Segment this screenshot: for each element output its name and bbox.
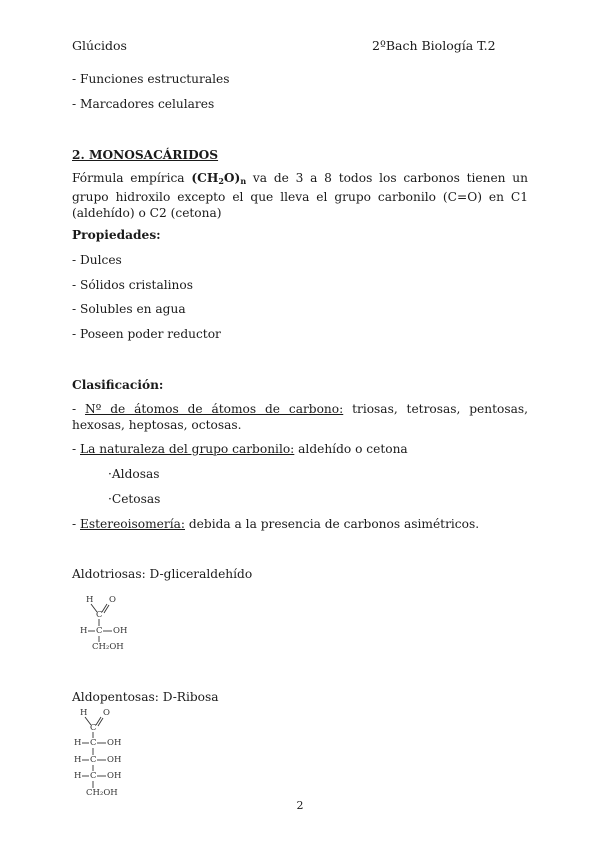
atom-o: O: [103, 708, 110, 718]
header-right: 2ºBach Biología T.2: [372, 38, 496, 53]
stereo-line: [72, 517, 479, 531]
atom-c: C: [96, 610, 103, 620]
glyceraldehyde-structure: [72, 592, 152, 656]
carbonyl-label: La naturaleza del grupo carbonilo:: [80, 442, 295, 456]
atom-h: H: [74, 738, 82, 748]
atom-h: H: [80, 708, 88, 718]
bullet: -: [72, 402, 85, 416]
classification-title: Clasificación:: [72, 378, 164, 392]
carbon-count-text: triosas, tetrosas, pentosas, hexosas, heptosas, octosas.: [72, 402, 528, 432]
atom-h: H: [74, 771, 82, 781]
formula: [191, 171, 246, 185]
atom-ch2oh: CH₂OH: [92, 642, 124, 652]
atom-ch2oh: CH₂OH: [86, 788, 118, 798]
intro-item: - Funciones estructurales: [72, 72, 230, 86]
atom-h: H: [86, 595, 94, 605]
carbon-count-label: Nº de átomos de átomos de carbono:: [84, 402, 344, 416]
atom-oh: OH: [107, 771, 122, 781]
property-item: - Sólidos cristalinos: [72, 278, 193, 292]
page-number: 2: [296, 799, 304, 812]
atom-c: C: [90, 723, 97, 733]
section-title: 2. MONOSACÁRIDOS: [72, 148, 219, 162]
atom-c: C: [90, 738, 97, 748]
atom-h: H: [74, 755, 82, 765]
formula-n: n: [240, 176, 247, 186]
stereo-label: Estereoisomería:: [80, 517, 185, 531]
stereo-text: debida a la presencia de carbonos asimétricos.: [185, 517, 480, 531]
carbon-count-paragraph: [72, 401, 528, 433]
atom-o: O: [109, 595, 116, 605]
cetosas-item: ·Cetosas: [108, 492, 161, 506]
intro-item: - Marcadores celulares: [72, 97, 215, 111]
formula-close: O): [223, 171, 241, 185]
bullet: -: [72, 517, 80, 531]
carbonyl-text: aldehído o cetona: [294, 442, 408, 456]
atom-oh: OH: [107, 738, 122, 748]
property-item: - Solubles en agua: [72, 302, 186, 316]
aldosas-item: ·Aldosas: [108, 467, 160, 481]
carbonyl-line: [72, 442, 408, 456]
header-left: Glúcidos: [72, 38, 127, 53]
triose-label: Aldotriosas: D-gliceraldehído: [72, 567, 253, 581]
formula-paragraph: [72, 170, 528, 221]
atom-oh: OH: [113, 626, 128, 636]
formula-open: (CH: [191, 171, 219, 185]
property-item: - Poseen poder reductor: [72, 327, 221, 341]
properties-title: Propiedades:: [72, 228, 161, 242]
formula-post: va de 3 a 8 todos los carbonos tienen un grupo hidroxilo excepto el que lleva el grupo carbonilo (C=O) en C1 (aldehído) o C2 (cetona): [72, 171, 529, 220]
pentose-label: Aldopentosas: D-Ribosa: [72, 690, 219, 704]
atom-oh: OH: [107, 755, 122, 765]
bullet: -: [72, 442, 80, 456]
ribose-structure: [72, 707, 152, 803]
property-item: - Dulces: [72, 253, 122, 267]
atom-c: C: [90, 771, 97, 781]
formula-pre: Fórmula empírica: [72, 171, 192, 185]
formula-sub: 2: [218, 176, 224, 186]
atom-c: C: [96, 626, 103, 636]
atom-h: H: [80, 626, 88, 636]
atom-c: C: [90, 755, 97, 765]
